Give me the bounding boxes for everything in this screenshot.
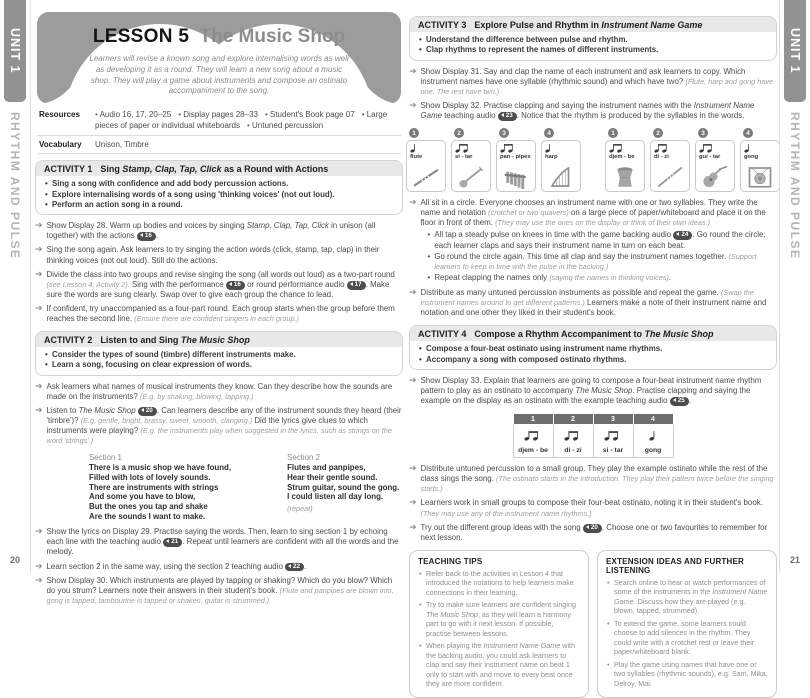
speaker-icon bbox=[350, 282, 353, 286]
extension-ideas-title: EXTENSION IDEAS AND FURTHER LISTENING bbox=[606, 556, 745, 575]
resource-item: • Audio 16, 17, 20–25 bbox=[95, 110, 171, 119]
instrument-card bbox=[406, 140, 446, 192]
ostinato-example-grid bbox=[513, 413, 674, 458]
activity-2-header bbox=[36, 332, 402, 347]
instrument-card bbox=[496, 140, 536, 192]
arrow-icon bbox=[35, 527, 43, 557]
lyrics-lines bbox=[287, 463, 399, 502]
audio-track-badge: 24 bbox=[673, 231, 692, 240]
speaker-icon bbox=[501, 113, 504, 117]
sub-steps bbox=[421, 230, 777, 283]
arrow-icon bbox=[35, 576, 43, 606]
instrument-card bbox=[541, 140, 581, 192]
sub-step: • All tap a steady pulse on knees in time with the game backing audio 24 . Go round the circle; each learner claps and says their instrument name in turn on each beat. bbox=[427, 230, 766, 250]
beat-number: 3 bbox=[593, 414, 633, 425]
activity-2-steps-before bbox=[35, 382, 403, 447]
list-item: • Consider the types of sound (timbre) different instruments make. bbox=[44, 350, 394, 360]
list-item: • Search online to hear or watch performances of some of the instruments in the Instrument Name Game. Discuss how they are played (e.g. blown, tapped, strummed). bbox=[606, 578, 768, 616]
activity-3-goals bbox=[410, 32, 776, 60]
speaker-icon bbox=[140, 233, 143, 237]
dizi-icon bbox=[654, 160, 686, 189]
resource-item: • Display pages 28–33 bbox=[178, 110, 258, 119]
activity-3-steps-after bbox=[409, 198, 777, 318]
instrument-card bbox=[695, 140, 735, 192]
arrow-icon bbox=[409, 464, 417, 494]
list-item: But the ones you tap and shake bbox=[89, 501, 208, 511]
sub-step: • Go round the circle again. This time all clap and say the instrument names together. (Support learners to keep in time with the pulse in the backing.) bbox=[427, 251, 757, 271]
resource-item: • Untuned percussion bbox=[247, 121, 323, 130]
arrow-icon bbox=[35, 382, 43, 402]
speaker-icon bbox=[229, 282, 232, 286]
djembe-icon bbox=[609, 160, 641, 189]
activity-3-label: ACTIVITY 3 bbox=[418, 20, 467, 30]
list-item: There is a music shop we have found, bbox=[89, 463, 232, 473]
activity-4-label: ACTIVITY 4 bbox=[418, 329, 467, 340]
flute-icon bbox=[410, 160, 442, 189]
instrument-card-unit bbox=[650, 128, 690, 192]
instruction-step: ➔ Try out the different group ideas with the song 20 . Choose one or two favourites to remember for next lesson. bbox=[409, 523, 777, 543]
unit-label: UNIT 1 bbox=[8, 28, 22, 74]
audio-track-badge: 20 bbox=[583, 524, 602, 533]
list-item: Filled with lots of lovely sounds. bbox=[89, 473, 211, 482]
panpipes-icon bbox=[500, 160, 532, 189]
list-item: • Clap rhythms to represent the names of different instruments. bbox=[418, 45, 768, 55]
instrument-card-unit bbox=[740, 128, 780, 192]
activity-2-label: ACTIVITY 2 bbox=[44, 335, 93, 346]
bullet-icon: • bbox=[427, 272, 431, 282]
beat-number: 2 bbox=[553, 414, 593, 425]
left-unit-sidebar bbox=[0, 0, 31, 573]
unit-badge bbox=[784, 0, 806, 102]
activity-2-box bbox=[35, 331, 403, 376]
activity-4-goals bbox=[410, 341, 776, 369]
activity-3-box bbox=[409, 16, 777, 61]
instrument-card bbox=[650, 140, 690, 192]
extension-ideas-list bbox=[606, 578, 768, 689]
ostinato-cell bbox=[593, 425, 633, 458]
activity-4-steps-before bbox=[409, 376, 777, 406]
tips-row bbox=[409, 550, 777, 698]
beat-number-badge: 4 bbox=[544, 128, 554, 138]
unit-strand-label: RHYTHM AND PULSE bbox=[8, 112, 22, 260]
activity-1-label: ACTIVITY 1 bbox=[44, 164, 93, 175]
resources-list bbox=[95, 110, 399, 132]
arrow-icon bbox=[409, 101, 417, 121]
list-item: • Sing a song with confidence and add body percussion actions. bbox=[44, 179, 394, 189]
list-item: I could listen all day long. bbox=[287, 492, 384, 502]
instrument-name: flute bbox=[410, 154, 423, 161]
speaker-icon bbox=[166, 539, 169, 543]
rhythm-notation bbox=[554, 428, 593, 446]
instruction-step: ➔ Distribute untuned percussion to a small group. They play the example ostinato while the rest of the class sings the song. (The ostinato starts in the introduction. They play their pattern twice before the singing starts.) bbox=[409, 464, 777, 494]
ostinato-cell bbox=[513, 425, 553, 458]
guitar-icon bbox=[699, 160, 731, 189]
instrument-card bbox=[451, 140, 491, 192]
right-unit-sidebar bbox=[779, 0, 810, 573]
vocabulary-row bbox=[37, 135, 401, 154]
syllable-label: di - zi bbox=[564, 447, 582, 455]
activity-4-title: Compose a Rhythm Accompaniment to The Music Shop bbox=[474, 329, 714, 340]
activity-4-header bbox=[410, 326, 776, 341]
instruction-step: ➔ Distribute as many untuned percussion instruments as possible and repeat the game. (Swap the instrument names around to get different patterns.) Learners make a note of their instrument name and notation and one other they liked in their student's book. bbox=[409, 288, 777, 318]
audio-track-badge: 22 bbox=[285, 563, 304, 572]
instrument-card-unit bbox=[451, 128, 491, 192]
instrument-name: gong bbox=[744, 154, 759, 161]
lyrics-section-2-heading: Section 2 bbox=[287, 453, 320, 463]
beat-number: 1 bbox=[513, 414, 553, 425]
activity-4-steps-after bbox=[409, 464, 777, 543]
unit-strand-label: RHYTHM AND PULSE bbox=[788, 112, 802, 260]
arrow-icon bbox=[35, 406, 43, 446]
rhythm-notation bbox=[699, 143, 731, 153]
instrument-card-unit bbox=[406, 128, 446, 192]
beat-number-badge: 1 bbox=[608, 128, 618, 138]
instrument-card-unit bbox=[541, 128, 581, 192]
list-item: • Compose a four-beat ostinato using instrument name rhythms. bbox=[418, 344, 768, 354]
instruction-step: ➔ Show Display 28. Warm up bodies and voices by singing Stamp, Clap, Tap, Click in unison (all together) with the actions 16 . bbox=[35, 221, 403, 241]
arrow-icon bbox=[35, 221, 43, 241]
lyrics-section-1 bbox=[89, 453, 231, 521]
rhythm-notation bbox=[634, 428, 673, 446]
harp-icon bbox=[545, 160, 577, 189]
list-item: Strum guitar, sound the gong. bbox=[287, 482, 400, 492]
list-item: And some you have to blow, bbox=[89, 492, 196, 502]
lesson-title: The Music Shop bbox=[199, 26, 346, 47]
list-item: • To extend the game, some learners could choose to add silences in the rhythm. They could write with a crotchet rest or leave their paper/whiteboard blank. bbox=[606, 619, 768, 657]
activity-4-box bbox=[409, 325, 777, 370]
arrow-icon bbox=[409, 198, 417, 284]
vocabulary-value: Unison, Timbre bbox=[95, 139, 149, 149]
instrument-name: harp bbox=[545, 154, 558, 161]
activity-2-title: Listen to and Sing The Music Shop bbox=[100, 335, 250, 346]
list-item: There are instruments with strings bbox=[89, 482, 219, 492]
resources-row bbox=[37, 106, 401, 135]
extension-ideas-box bbox=[597, 550, 777, 698]
audio-track-badge: 23 bbox=[498, 112, 517, 121]
instruction-step: ➔ Show the lyrics on Display 29. Practise saying the words. Then, learn to sing section 1 by echoing each line with the teaching audio 21 . Repeat until learners are confident with all the words and the melody. bbox=[35, 527, 403, 557]
rhythm-notation bbox=[654, 143, 686, 153]
instrument-card-unit bbox=[496, 128, 536, 192]
resource-item: • Large pieces of paper or individual whiteboards bbox=[95, 110, 387, 130]
unit-label: UNIT 1 bbox=[788, 28, 802, 74]
page-number-right: 21 bbox=[789, 555, 800, 565]
instruction-step: ➔ Show Display 31. Say and clap the name of each instrument and ask learners to copy. Which instrument names have one syllable (rhythmic sound) and which have two? (Flute, harp and gong have one. The rest have two.) bbox=[409, 67, 777, 97]
beat-number-badge: 1 bbox=[409, 128, 419, 138]
rhythm-notation bbox=[410, 143, 442, 153]
rhythm-notation bbox=[514, 428, 553, 446]
activity-1-steps bbox=[35, 221, 403, 324]
speaker-icon bbox=[676, 232, 679, 236]
instruction-step: ➔ Divide the class into two groups and revise singing the song (all words out loud) as a two-part round (see Lesson 4, Activity 2). Sing with the performance 16 or round performance audio 17 . Make sure the words are sung clearly. Swap over to give each group the chance to lead. bbox=[35, 270, 403, 300]
syllable-label: gong bbox=[644, 447, 662, 455]
instrument-card-group-b bbox=[605, 128, 780, 192]
page-number-left: 20 bbox=[9, 555, 20, 565]
list-item: • When playing the Instrument Name Game with the backing audio, you could ask learners to clap and say their instrument name on beat 1 only to start with and move to every beat once they are more confident. bbox=[418, 641, 580, 689]
list-item: • Try to make sure learners are confident singing The Music Shop, as they will learn a harmony part to go with it next lesson. If possible, practise between lessons. bbox=[418, 600, 580, 638]
beat-number-badge: 3 bbox=[499, 128, 509, 138]
activity-1-goals bbox=[36, 176, 402, 214]
rhythm-notation bbox=[500, 143, 532, 153]
page-20 bbox=[33, 0, 405, 605]
rhythm-notation bbox=[455, 143, 487, 153]
arrow-icon bbox=[409, 376, 417, 406]
bullet-icon: • bbox=[427, 230, 431, 240]
list-item: • Refer back to the activities in Lesson 4 that introduced the notations to help learners make connections in their learning. bbox=[418, 569, 580, 598]
instrument-card-unit bbox=[605, 128, 645, 192]
activity-2-goals bbox=[36, 347, 402, 375]
instrument-card bbox=[740, 140, 780, 192]
list-item: Flutes and panpipes, bbox=[287, 463, 366, 473]
sitar-icon bbox=[455, 160, 487, 189]
teaching-tips-title: TEACHING TIPS bbox=[418, 556, 483, 566]
bullet-icon: • bbox=[427, 251, 431, 261]
activity-1-title: Sing Stamp, Clap, Tap, Click as a Round with Actions bbox=[100, 164, 329, 175]
beat-number-badge: 2 bbox=[653, 128, 663, 138]
instruction-step: ➔ Show Display 32. Practise clapping and saying the instrument names with the Instrument Name Game teaching audio 23 . Notice that the rhythm is produced by the syllables in the words. bbox=[409, 101, 777, 121]
list-item: Hear their gentle sound. bbox=[287, 473, 378, 482]
syllable-label: si - tar bbox=[602, 447, 624, 455]
resources-label: Resources bbox=[39, 110, 80, 119]
rhythm-notation bbox=[545, 143, 577, 153]
list-item: • Perform an action song in a round. bbox=[44, 200, 394, 210]
activity-2-steps-after bbox=[35, 527, 403, 606]
instruction-step: ➔ Learners work in small groups to compose their four-beat ostinato, noting it in their student's book. (They may use any of the instrument name rhythms.) bbox=[409, 498, 777, 518]
instruction-step: ➔ Listen to The Music Shop 20 . Can learners describe any of the instrument sounds they heard (their 'timbre')? (E.g. gentle, bright, brassy, sweet, smooth, clanging.) Did the lyrics give clues to which instruments were playing? (E.g. the instruments play when suggested in the lyrics, such as strings on the word 'strings'.) bbox=[35, 406, 403, 446]
instruction-step: ➔ Sing the song again. Ask learners to try singing the action words (click, stamp, tap, clap) in their thinking voices (not out loud). Still do the actions. bbox=[35, 245, 403, 265]
audio-track-badge: 16 bbox=[137, 232, 156, 241]
song-lyrics bbox=[89, 453, 405, 521]
activity-1-header bbox=[36, 161, 402, 176]
activity-3-steps-before bbox=[409, 67, 777, 122]
teaching-tips-box bbox=[409, 550, 589, 698]
arrow-icon bbox=[35, 304, 43, 324]
speaker-icon bbox=[141, 408, 144, 412]
lesson-meta bbox=[37, 106, 401, 154]
arrow-icon bbox=[409, 288, 417, 318]
list-item: • Learn a song, focusing on clear expression of words. bbox=[44, 360, 394, 370]
instruction-step: ➔ Learn section 2 in the same way, using the section 2 teaching audio 22 . bbox=[35, 562, 403, 572]
vocabulary-label: Vocabulary bbox=[39, 139, 82, 149]
ostinato-cell bbox=[553, 425, 593, 458]
lesson-header bbox=[37, 12, 401, 104]
lesson-title-row bbox=[37, 12, 401, 48]
page-21 bbox=[407, 0, 779, 689]
lesson-number: LESSON 5 bbox=[92, 26, 190, 47]
list-item: • Accompany a song with composed ostinato rhythms. bbox=[418, 355, 768, 365]
arrow-icon bbox=[35, 245, 43, 265]
lyrics-repeat-note: (repeat) bbox=[287, 503, 313, 513]
instruction-step: ➔ Ask learners what names of musical instruments they know. Can they describe how the sounds are made on the instruments? (E.g. by shaking, blowing, tapping.) bbox=[35, 382, 403, 402]
activity-1-box bbox=[35, 160, 403, 215]
list-item: • Understand the difference between pulse and rhythm. bbox=[418, 35, 768, 45]
instruction-step: ➔ Show Display 30. Which instruments are played by tapping or shaking? Which do you blow? Which do you strum? Learners note their answers in their student's book. (Flute and panpipes are blown into, gong is tapped, tambourine is tapped or shaken, guitar is strummed.) bbox=[35, 576, 403, 606]
teaching-tips-list bbox=[418, 569, 580, 689]
instrument-name: si - tar bbox=[455, 154, 473, 161]
instrument-card-group-a bbox=[406, 128, 581, 192]
arrow-icon bbox=[409, 498, 417, 518]
audio-track-badge: 21 bbox=[163, 538, 182, 547]
beat-number-badge: 2 bbox=[454, 128, 464, 138]
activity-3-title: Explore Pulse and Rhythm in Instrument Name Game bbox=[474, 20, 703, 30]
arrow-icon bbox=[35, 562, 43, 572]
lesson-intro: Learners will revise a known song and explore internalising words as well as developing it as a round. They will learn a new song about a music shop. They will play a game about instruments and compose an ostinato accompaniment to the song. bbox=[89, 54, 349, 96]
speaker-icon bbox=[673, 398, 676, 402]
lyrics-section-1-heading: Section 1 bbox=[89, 453, 122, 463]
lyrics-section-2 bbox=[287, 453, 399, 521]
rhythm-notation bbox=[609, 143, 641, 153]
lyrics-lines bbox=[89, 463, 231, 521]
beat-number-badge: 4 bbox=[743, 128, 753, 138]
list-item: Are the sounds I want to make. bbox=[89, 511, 206, 521]
instrument-card-unit bbox=[695, 128, 735, 192]
resource-item: • Student's Book page 07 bbox=[265, 110, 355, 119]
audio-track-badge: 16 bbox=[226, 281, 245, 290]
arrow-icon bbox=[409, 523, 417, 543]
arrow-icon bbox=[409, 67, 417, 97]
beat-number: 4 bbox=[633, 414, 673, 425]
instrument-name: gui - tar bbox=[699, 154, 721, 161]
ostinato-cell bbox=[633, 425, 673, 458]
list-item: • Explore internalising words of a song using 'thinking voices' (not out loud). bbox=[44, 190, 394, 200]
activity-3-header bbox=[410, 17, 776, 32]
arrow-icon bbox=[35, 270, 43, 300]
speaker-icon bbox=[288, 564, 291, 568]
gong-icon bbox=[744, 160, 776, 189]
instruction-step: ➔ Show Display 33. Explain that learners are going to compose a four-beat instrument name rhythm pattern to play as an ostinato to accompany The Music Shop. Practise clapping and saying the example on the display as an ostinato with the example teaching audio 25 . bbox=[409, 376, 777, 406]
sub-step: • Repeat clapping the names only (saying the names in thinking voices). bbox=[427, 272, 672, 282]
instrument-name: djem - be bbox=[609, 154, 635, 161]
speaker-icon bbox=[586, 525, 589, 529]
instruction-step: ➔ If confident, try unaccompanied as a four-part round. Each group starts when the group before them reaches the second line. (Ensure there are confident singers in each group.) bbox=[35, 304, 403, 324]
rhythm-notation bbox=[744, 143, 776, 153]
syllable-label: djem - be bbox=[518, 447, 548, 455]
instrument-name: pan - pipes bbox=[500, 154, 531, 161]
rhythm-notation bbox=[594, 428, 633, 446]
instrument-name: di - zi bbox=[654, 154, 669, 161]
beat-number-badge: 3 bbox=[698, 128, 708, 138]
instrument-card bbox=[605, 140, 645, 192]
unit-badge bbox=[4, 0, 26, 102]
audio-track-badge: 20 bbox=[138, 407, 157, 416]
audio-track-badge: 25 bbox=[670, 397, 689, 406]
audio-track-badge: 17 bbox=[347, 281, 366, 290]
instruction-step: ➔ All sit in a circle. Everyone chooses an instrument name with one or two syllables. They write the name and notation (crotchet or two quavers) on a large piece of paper/whiteboard and place it on the floor in front of them. (They may use the ones on the display or think of their own ideas.) • All tap a steady pulse on knees in time with the game backing audio 24 . Go round the circle; each learner claps and says their instrument name in turn on each beat. • Go round the circle again. This time all clap and say the instrument names together. (Support learners to keep in time with the pulse in the backing.) • Repeat clapping the names only (saying the names in thinking voices). bbox=[409, 198, 777, 284]
instrument-card-row bbox=[407, 128, 779, 192]
list-item: • Play the game using names that have one or two syllables (rhythmic sounds), e.g. Sam, Mika, Delroy, Mai. bbox=[606, 660, 768, 689]
